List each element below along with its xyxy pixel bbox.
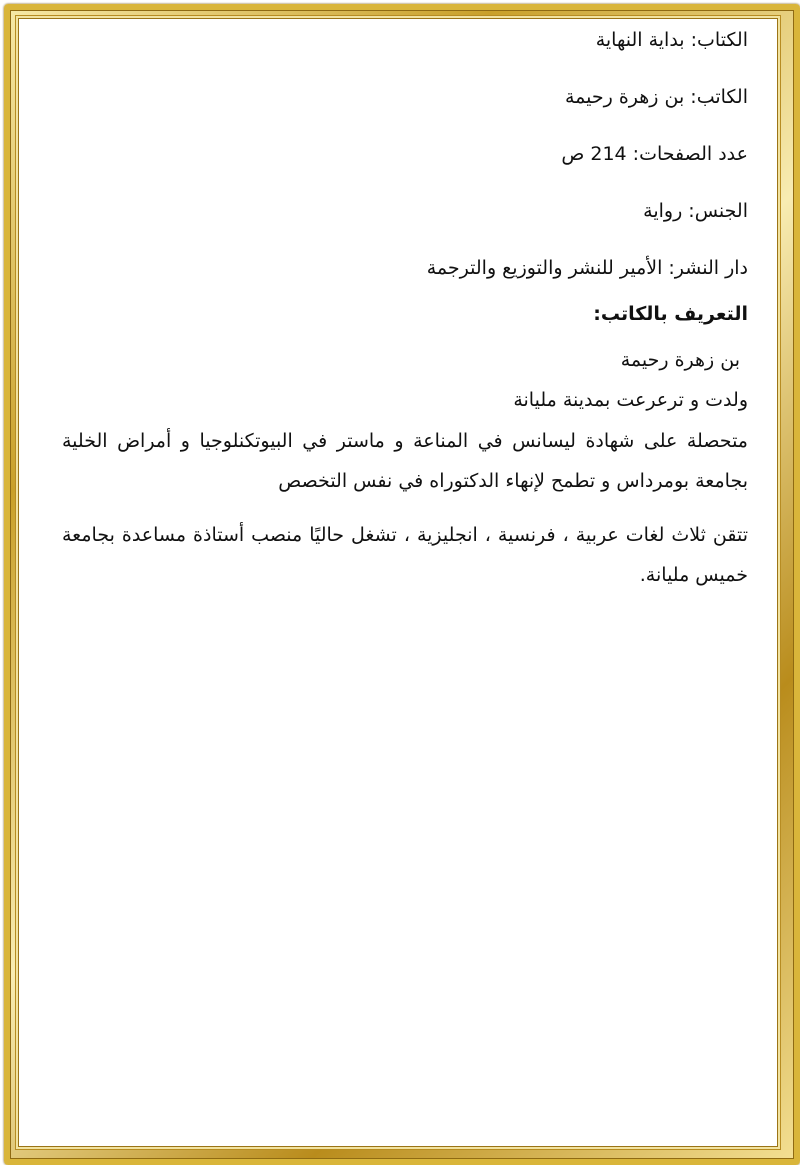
book-title: الكتاب: بداية النهاية	[595, 29, 748, 51]
author-birthplace: ولدت و ترعرعت بمدينة مليانة	[513, 389, 748, 411]
author-languages-paragraph: تتقن ثلاث لغات عربية ، فرنسية ، انجليزية ، تشغل حاليًا منصب أستاذة مساعدة بجامعة خميس مليانة.	[62, 524, 748, 586]
author-education-paragraph: متحصلة على شهادة ليسانس في المناعة و ماستر في البيوتكنلوجيا و أمراض الخلية بجامعة بومرداس و تطمح لإنهاء الدكتوراه في نفس التخصص	[62, 430, 748, 492]
document-body	[62, 26, 748, 614]
book-page-count: عدد الصفحات: 214 ص	[561, 143, 748, 165]
book-genre: الجنس: رواية	[643, 200, 748, 222]
book-author: الكاتب: بن زهرة رحيمة	[564, 86, 748, 108]
author-heading: التعريف بالكاتب:	[593, 303, 748, 325]
book-publisher: دار النشر: الأمير للنشر والتوزيع والترجمة	[426, 257, 748, 279]
author-name: بن زهرة رحيمة	[620, 349, 740, 371]
